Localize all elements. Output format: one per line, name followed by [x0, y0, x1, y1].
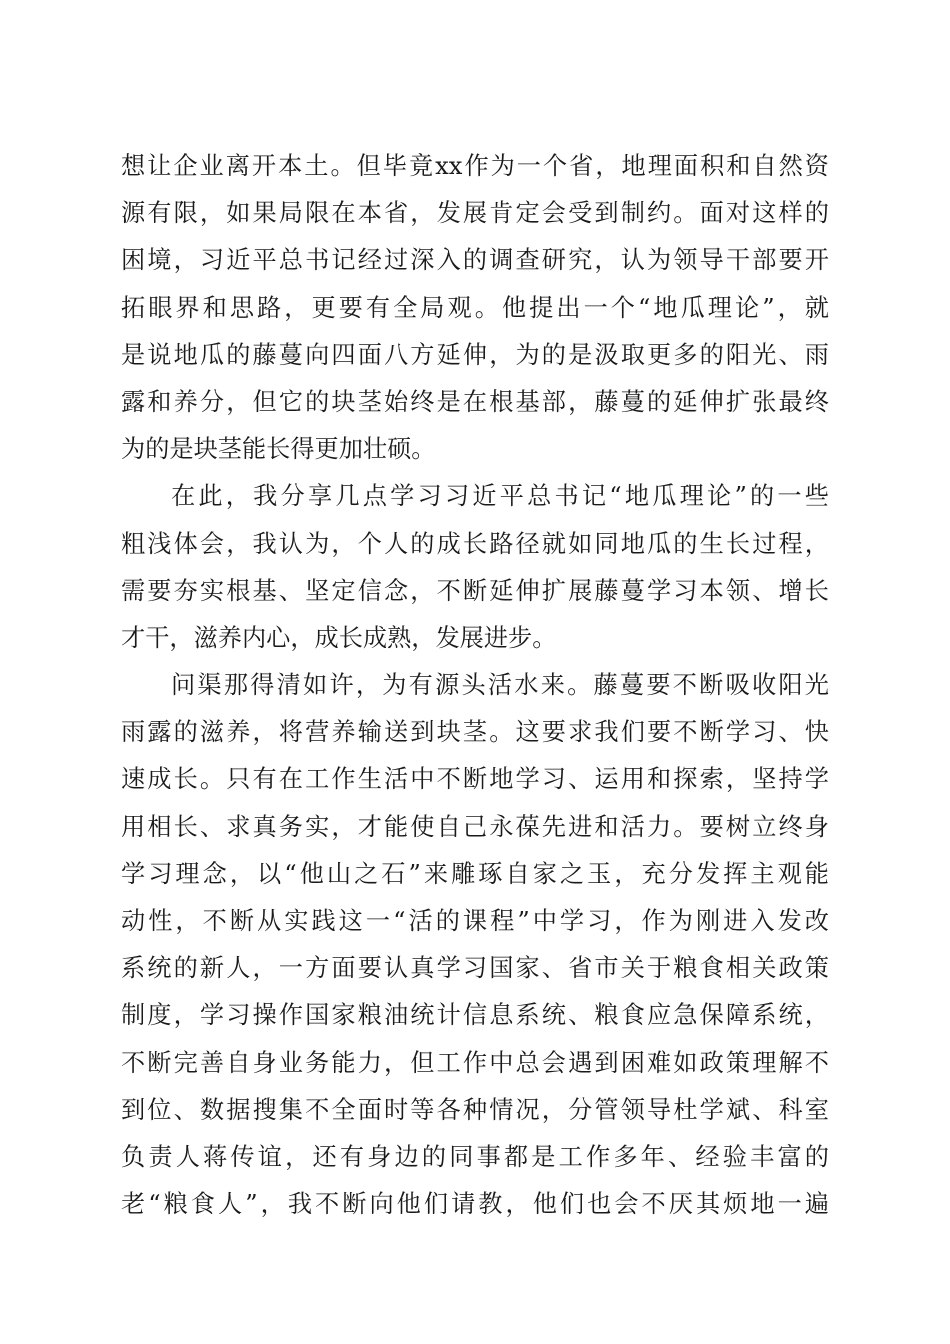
text-line: 需要夯实根基、坚定信念，不断延伸扩展藤蔓学习本领、增长	[121, 576, 829, 605]
text-line: 想让企业离开本土。但毕竟xx作为一个省，地理面积和自然资	[121, 152, 829, 180]
text-line: 粗浅体会，我认为，个人的成长路径就如同地瓜的生长过程，	[121, 529, 829, 558]
text-line: 负责人蒋传谊，还有身边的同事都是工作多年、经验丰富的	[121, 1142, 829, 1171]
text-line: 速成长。只有在工作生活中不断地学习、运用和探索，坚持学	[121, 765, 829, 794]
text-line: 问渠那得清如许，为有源头活水来。藤蔓要不断吸收阳光	[171, 671, 829, 700]
paragraph-1	[121, 143, 829, 473]
paragraph-3	[121, 662, 829, 1228]
text-line: 学习理念，以“他山之石”来雕琢自家之玉，充分发挥主观能	[121, 859, 829, 888]
text-line: 露和养分，但它的块茎始终是在根基部，藤蔓的延伸扩张最终	[121, 387, 829, 416]
text-line: 系统的新人，一方面要认真学习国家、省市关于粮食相关政策	[121, 954, 829, 983]
text-line: 在此，我分享几点学习习近平总书记“地瓜理论”的一些	[171, 482, 829, 511]
body-text	[121, 143, 829, 1228]
text-line: 制度，学习操作国家粮油统计信息系统、粮食应急保障系统，	[121, 1001, 829, 1030]
text-line: 不断完善自身业务能力，但工作中总会遇到困难如政策理解不	[121, 1048, 829, 1077]
text-line: 为的是块茎能长得更加壮硕。	[121, 435, 436, 464]
text-line: 困境，习近平总书记经过深入的调查研究，认为领导干部要开	[121, 246, 829, 275]
text-line: 是说地瓜的藤蔓向四面八方延伸，为的是汲取更多的阳光、雨	[121, 340, 829, 369]
text-line: 老“粮食人”，我不断向他们请教，他们也会不厌其烦地一遍	[121, 1190, 829, 1219]
text-line: 到位、数据搜集不全面时等各种情况，分管领导杜学斌、科室	[121, 1095, 829, 1124]
text-line: 雨露的滋养，将营养输送到块茎。这要求我们要不断学习、快	[121, 718, 829, 747]
paragraph-2	[121, 473, 829, 662]
text-line: 用相长、求真务实，才能使自己永葆先进和活力。要树立终身	[121, 812, 829, 841]
text-line: 才干，滋养内心，成长成熟，发展进步。	[121, 623, 557, 652]
text-line: 源有限，如果局限在本省，发展肯定会受到制约。面对这样的	[121, 199, 829, 228]
text-line: 动性，不断从实践这一“活的课程”中学习，作为刚进入发改	[121, 907, 829, 935]
text-line: 拓眼界和思路，更要有全局观。他提出一个“地瓜理论”，就	[121, 293, 829, 322]
